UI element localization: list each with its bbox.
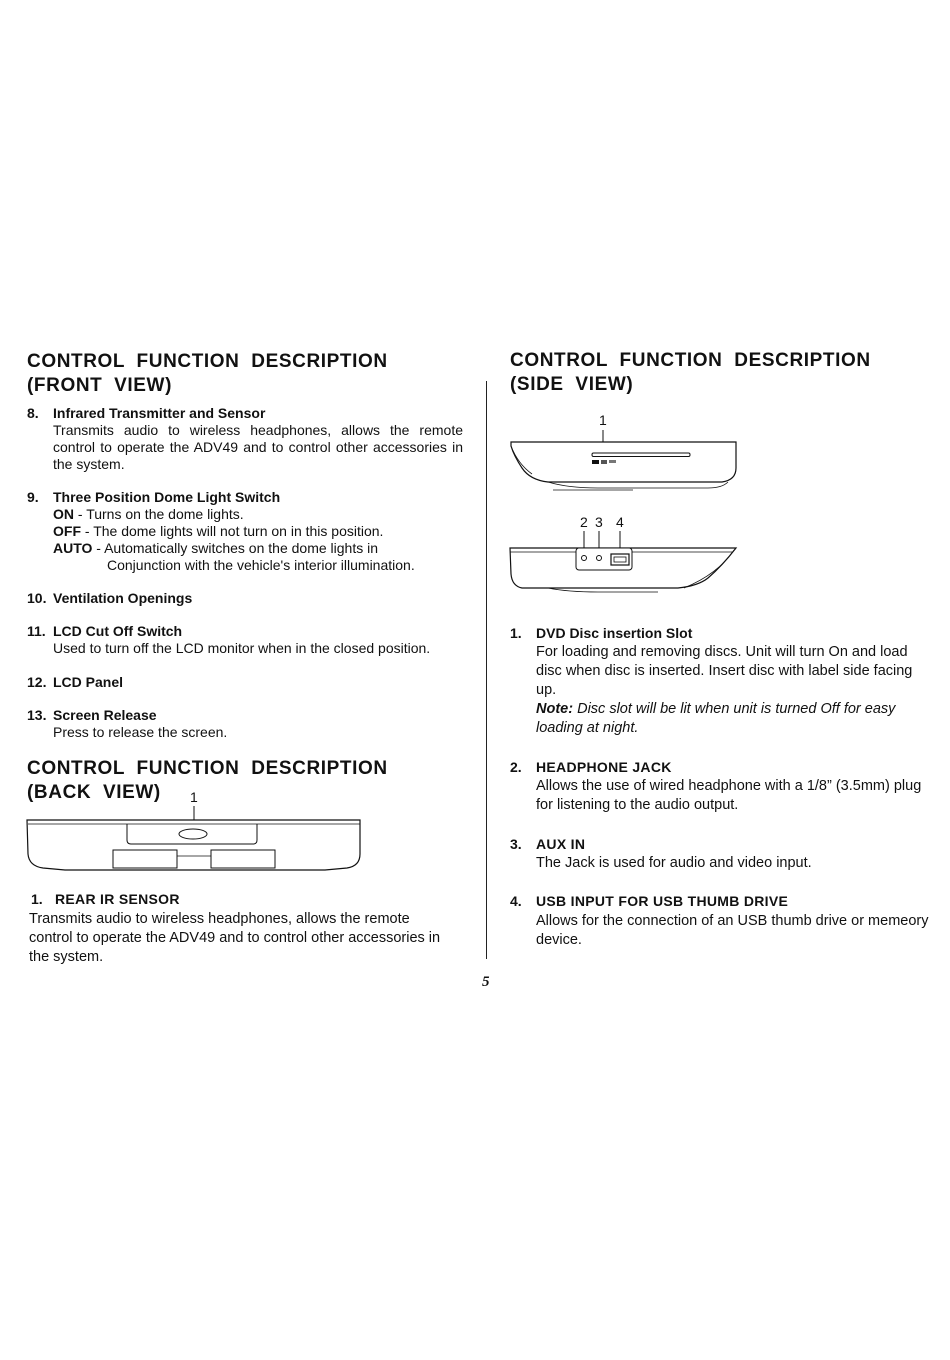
side-item-3-line1: The Jack is used for audio and video input. — [536, 855, 812, 871]
item-title: Infrared Transmitter and Sensor — [53, 405, 266, 421]
item-title: Three Position Dome Light Switch — [53, 489, 281, 505]
item-title: DVD Disc insertion Slot — [536, 625, 693, 641]
side-view-diagram-top — [508, 410, 740, 490]
side-view-title-line1: CONTROL FUNCTION DESCRIPTION — [510, 350, 871, 371]
front-item-13-text: Press to release the screen. — [53, 724, 228, 740]
side-item-4 — [510, 893, 788, 911]
back-item-1 — [31, 891, 180, 909]
note-text: Disc slot will be lit when unit is turned Off for easy — [573, 701, 896, 717]
front-view-title-line2: (FRONT VIEW) — [27, 375, 173, 396]
side-callout-1: 1 — [599, 412, 607, 428]
item-number: 9. — [27, 489, 39, 505]
off-label: OFF — [53, 523, 81, 539]
item-number: 1. — [31, 891, 43, 907]
side-item-1-note-line2: loading at night. — [536, 720, 639, 736]
back-item-1-line1: Transmits audio to wireless headphones, allows the remote — [29, 911, 410, 927]
item-title: HEADPHONE JACK — [536, 759, 672, 775]
dome-auto-row — [53, 540, 378, 557]
page-number: 5 — [482, 974, 490, 990]
item-title: AUX IN — [536, 836, 586, 852]
item-number: 8. — [27, 405, 39, 421]
side-view-diagram-bottom — [508, 512, 740, 592]
side-item-1 — [510, 625, 692, 643]
side-callout-2: 2 — [580, 514, 588, 530]
side-item-1-line3: up. — [536, 682, 557, 698]
back-view-title-line1: CONTROL FUNCTION DESCRIPTION — [27, 758, 388, 779]
side-callout-4: 4 — [616, 514, 624, 530]
front-item-9 — [27, 489, 280, 507]
off-text: - The dome lights will not turn on in this position. — [81, 523, 384, 539]
item-title: USB INPUT FOR USB THUMB DRIVE — [536, 893, 789, 909]
front-view-title-line1: CONTROL FUNCTION DESCRIPTION — [27, 351, 388, 372]
front-item-11-text: Used to turn off the LCD monitor when in the closed position. — [53, 640, 431, 656]
front-item-13 — [27, 707, 157, 725]
side-item-3 — [510, 836, 585, 854]
front-item-10 — [27, 590, 192, 608]
back-item-1-line2: control to operate the ADV49 and to control other accessories in — [29, 930, 441, 946]
item-number: 12. — [27, 674, 47, 690]
side-item-2-line2: for listening to the audio output. — [536, 797, 739, 813]
front-item-8 — [27, 405, 265, 423]
back-item-1-line3: the system. — [29, 949, 104, 965]
item-number: 10. — [27, 590, 47, 606]
front-item-12 — [27, 674, 123, 692]
side-item-2-line1: Allows the use of wired headphone with a 1/8” (3.5mm) plug — [536, 778, 922, 794]
back-view-diagram — [25, 788, 365, 858]
item-title: Ventilation Openings — [53, 590, 193, 606]
item-title: LCD Cut Off Switch — [53, 623, 183, 639]
side-view-title-line2: (SIDE VIEW) — [510, 374, 634, 395]
on-label: ON — [53, 506, 74, 522]
front-item-11 — [27, 623, 182, 641]
side-view-heading — [510, 349, 871, 397]
side-item-1-line2: disc when disc is inserted. Insert disc with label side facing — [536, 663, 913, 679]
back-view-title-line2: (BACK VIEW) — [27, 782, 161, 803]
side-item-2 — [510, 759, 672, 777]
dome-off-row — [53, 523, 383, 540]
dome-on-row — [53, 506, 244, 523]
side-callout-3: 3 — [595, 514, 603, 530]
item-title: REAR IR SENSOR — [55, 891, 180, 907]
side-item-1-line1: For loading and removing discs. Unit will turn On and load — [536, 644, 908, 660]
item-number: 4. — [510, 893, 522, 909]
note-label: Note: — [536, 701, 574, 717]
item-number: 11. — [27, 623, 46, 639]
front-view-heading — [27, 350, 388, 398]
item-number: 3. — [510, 836, 522, 852]
front-item-8-text: Transmits audio to wireless headphones, allows the remote control to operate the ADV49 and to control other accessories in the system. — [53, 422, 463, 472]
item-title: LCD Panel — [53, 674, 124, 690]
dome-auto-row-2: Conjunction with the vehicle's interior illumination. — [107, 557, 415, 573]
item-number: 13. — [27, 707, 47, 723]
item-number: 1. — [510, 625, 522, 641]
column-divider — [486, 381, 487, 959]
side-item-4-line2: device. — [536, 932, 582, 948]
back-callout-1: 1 — [190, 789, 198, 805]
side-item-1-note — [536, 700, 895, 719]
side-item-4-line1: Allows for the connection of an USB thumb drive or memeory — [536, 913, 929, 929]
on-text: - Turns on the dome lights. — [74, 506, 244, 522]
item-title: Screen Release — [53, 707, 157, 723]
auto-text: - Automatically switches on the dome lights in — [92, 540, 378, 556]
auto-label: AUTO — [53, 540, 93, 556]
item-number: 2. — [510, 759, 522, 775]
